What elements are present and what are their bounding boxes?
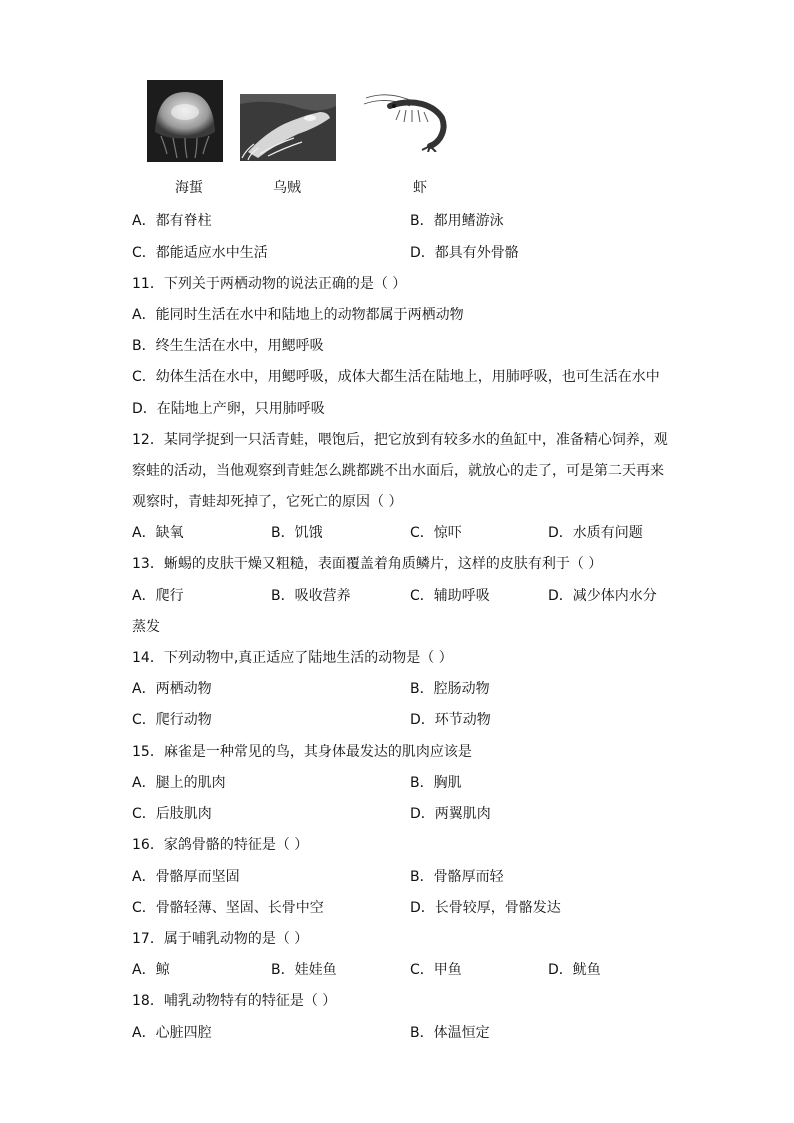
q16-option-a: A．骨骼厚而坚固 [132,869,240,885]
q12-stem-line-1: 12．某同学捉到一只活青蛙，喂饱后，把它放到有较多水的鱼缸中，准备精心饲养，观 [132,432,668,448]
q14-option-a: A．两栖动物 [132,681,212,697]
q14-stem: 14．下列动物中,真正适应了陆地生活的动物是（ ） [132,650,453,666]
jellyfish-image [147,80,223,162]
shrimp-image [360,88,452,152]
q14-option-c: C．爬行动物 [132,712,212,728]
squid-image [240,94,336,161]
q15-option-b: B．胸肌 [410,775,462,791]
q11-option-b: B．终生生活在水中，用鳃呼吸 [132,338,324,354]
q12-option-d: D．水质有问题 [548,525,643,541]
q17-option-c: C．甲鱼 [410,962,462,978]
q16-option-d: D．长骨较厚，骨骼发达 [410,900,561,916]
q10-option-d: D．都具有外骨骼 [410,245,519,261]
q13-stem: 13．蜥蜴的皮肤干燥又粗糙，表面覆盖着角质鳞片，这样的皮肤有利于（ ） [132,556,603,572]
q10-option-c: C．都能适应水中生活 [132,245,268,261]
q10-option-a: A．都有脊柱 [132,213,212,229]
q17-option-d: D．鱿鱼 [548,962,601,978]
q10-option-b: B．都用鳍游泳 [410,213,504,229]
caption-squid: 乌贼 [273,180,301,196]
caption-jellyfish: 海蜇 [175,180,203,196]
q16-option-b: B．骨骼厚而轻 [410,869,504,885]
q12-option-a: A．缺氧 [132,525,184,541]
q17-option-b: B．娃娃鱼 [271,962,337,978]
q15-option-c: C．后肢肌肉 [132,806,212,822]
q18-option-b: B．体温恒定 [410,1025,490,1041]
q18-option-a: A．心脏四腔 [132,1025,212,1041]
q14-option-d: D．环节动物 [410,712,491,728]
q13-option-d-wrap: 蒸发 [132,619,160,635]
q15-stem: 15．麻雀是一种常见的鸟，其身体最发达的肌肉应该是 [132,744,472,760]
q15-option-a: A．腿上的肌肉 [132,775,226,791]
q13-option-b: B．吸收营养 [271,588,351,604]
q12-option-b: B．饥饿 [271,525,323,541]
q13-option-c: C．辅助呼吸 [410,588,490,604]
q11-option-a: A．能同时生活在水中和陆地上的动物都属于两栖动物 [132,307,464,323]
q11-option-d: D．在陆地上产卵，只用肺呼吸 [132,401,325,417]
q13-option-d: D．减少体内水分 [548,588,657,604]
q11-option-c: C．幼体生活在水中，用鳃呼吸，成体大都生活在陆地上，用肺呼吸，也可生活在水中 [132,369,660,385]
q18-stem: 18．哺乳动物特有的特征是（ ） [132,993,337,1009]
q13-option-a: A．爬行 [132,588,184,604]
q15-option-d: D．两翼肌肉 [410,806,491,822]
caption-shrimp: 虾 [413,180,427,196]
q17-option-a: A．鲸 [132,962,170,978]
q14-option-b: B．腔肠动物 [410,681,490,697]
q16-stem: 16．家鸽骨骼的特征是（ ） [132,837,309,853]
q12-option-c: C．惊吓 [410,525,462,541]
q17-stem: 17．属于哺乳动物的是（ ） [132,931,309,947]
q12-stem-line-2: 察蛙的活动，当他观察到青蛙怎么跳都跳不出水面后，就放心的走了，可是第二天再来 [132,463,664,479]
q12-stem-line-3: 观察时，青蛙却死掉了，它死亡的原因（ ） [132,494,403,510]
q11-stem: 11．下列关于两栖动物的说法正确的是（ ） [132,276,407,292]
q16-option-c: C．骨骼轻薄、坚固、长骨中空 [132,900,324,916]
